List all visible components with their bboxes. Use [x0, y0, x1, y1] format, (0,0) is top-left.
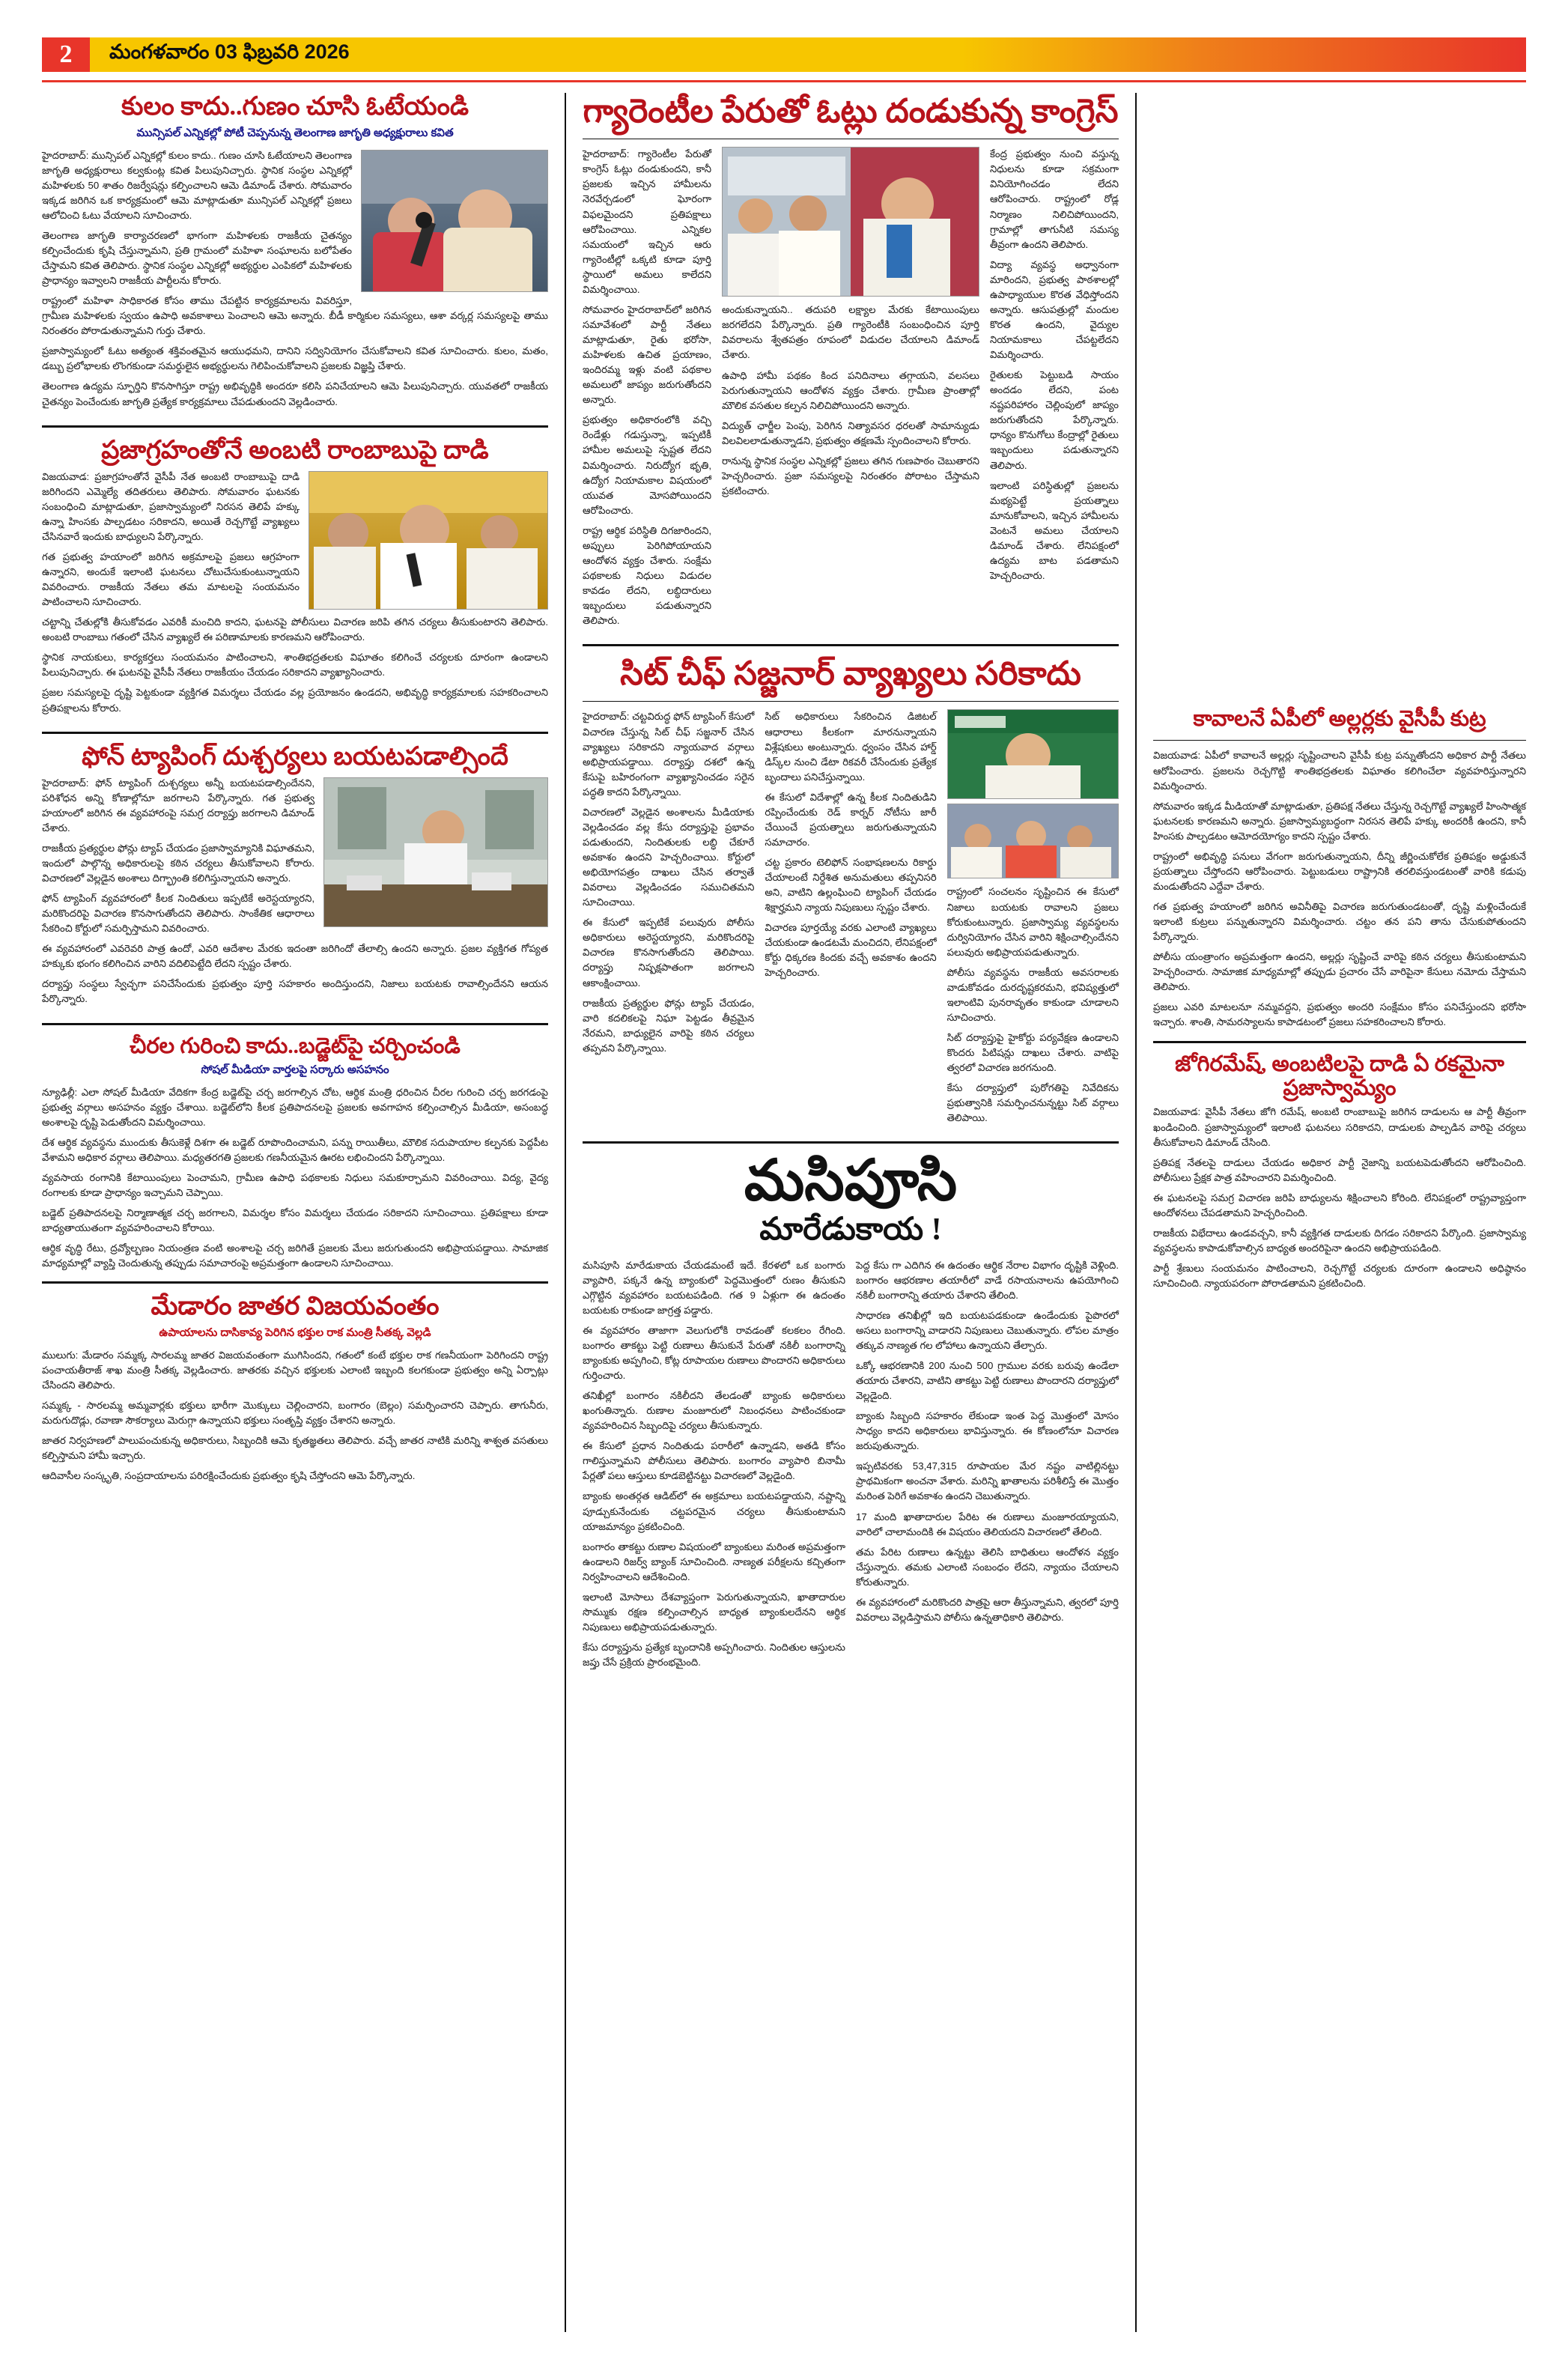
- paragraph: ఈ కేసులో విదేశాల్లో ఉన్న కీలక నిందితుడిని రప్పించేందుకు రెడ్ కార్నర్ నోటీసు జారీ చేయించే ప్రయత్నాలు జరుగుతున్నాయని సమాచారం.: [765, 791, 937, 848]
- article-sit-chief: [583, 655, 1119, 1131]
- article-body: [765, 709, 936, 1131]
- paragraph: పోలీసు యంత్రాంగం అప్రమత్తంగా ఉందని, అల్లర్లు సృష్టించే వారిపై కఠిన చర్యలు తీసుకుంటామని హెచ్చరించారు. సామాజిక మాధ్యమాల్లో తప్పుడు ప్రచారం చేసే వారిపైనా కేసులు నమోదు చేస్తామని తెలిపారు.: [1153, 951, 1526, 993]
- column-middle: [566, 93, 1137, 2332]
- paragraph: రాజకీయ ప్రత్యర్థుల ఫోన్లు ట్యాప్ చేయడం, వారి కదలికలపై నిఘా పెట్టడం తీవ్రమైన నేరమని, బాధ్యులైన వారిపై కఠిన చర్యలు తప్పవని పేర్కొన్నాయి.: [583, 997, 755, 1054]
- paragraph: హైదరాబాద్: మున్సిపల్ ఎన్నికల్లో కులం కాదు.. గుణం చూసి ఓటేయాలని తెలంగాణ జాగృతి అధ్యక్షురాలు కల్వకుంట్ల కవిత పిలుపునిచ్చారు. స్థానిక సంస్థల ఎన్నికల్లో మహిళలకు 50 శాతం రిజర్వేషన్లు కల్పించాలని ఆమె డిమాండ్ చేశారు. సోమవారం ఇక్కడ జరిగిన ఒక కార్యక్రమంలో ఆమె మాట్లాడుతూ మున్సిపల్ ఎన్నికల్లో ప్రజలు ఆలోచించి ఓటు వేయాలని సూచించారు.: [42, 149, 352, 221]
- paragraph: దర్యాప్తు సంస్థలు స్వేచ్ఛగా పనిచేసేందుకు ప్రభుత్వం పూర్తి సహకారం అందిస్తుందని, నిజాలు బయటకు రావాల్సిందేనని ఆయన పేర్కొన్నారు.: [42, 978, 548, 1005]
- column-right: [1137, 93, 1526, 2332]
- paragraph: రాష్ట్ర ఆర్థిక పరిస్థితి దిగజారిందని, అప్పులు పెరిగిపోయాయని ఆందోళన వ్యక్తం చేశారు. సంక్షేమ పథకాలకు నిధులు విడుదల కావడం లేదని, లబ్ధిదారులు ఇబ్బందులు పడుతున్నారని తెలిపారు.: [583, 524, 711, 627]
- paragraph: గత ప్రభుత్వ హయాంలో జరిగిన అవినీతిపై విచారణ జరుగుతుండటంతో, దృష్టి మళ్లించేందుకే ఇలాంటి కుట్రలు పన్నుతున్నారని విమర్శించారు. చట్టం తన పని తాను చేసుకుపోతుందని పేర్కొన్నారు.: [1153, 901, 1526, 943]
- right-column-spacer: [1153, 93, 1526, 707]
- article-body: [1153, 1105, 1526, 1291]
- paragraph: ఈ ఘటనలపై సమగ్ర విచారణ జరిపి బాధ్యులను శిక్షించాలని కోరింది. లేనిపక్షంలో రాష్ట్రవ్యాప్తంగా ఆందోళనలు చేపడతామని హెచ్చరించింది.: [1153, 1191, 1526, 1218]
- paragraph: జాతర నిర్వహణలో పాలుపంచుకున్న అధికారులు, సిబ్బందికి ఆమె కృతజ్ఞతలు తెలిపారు. వచ్చే జాతర నాటికి మరిన్ని శాశ్వత వసతులు కల్పిస్తామని హామీ ఇచ్చారు.: [42, 1435, 548, 1462]
- paragraph: హైదరాబాద్: చట్టవిరుద్ధ ఫోన్ ట్యాపింగ్ కేసులో విచారణ చేస్తున్న సిట్ చీఫ్ సజ్జనార్ చేసిన వ్యాఖ్యలు సరికాదని న్యాయవాద వర్గాలు అభిప్రాయపడ్డాయి. దర్యాప్తు దశలో ఉన్న కేసుపై బహిరంగంగా వ్యాఖ్యానించడం సరైన పద్ధతి కాదని పేర్కొన్నాయి.: [583, 711, 755, 798]
- article-photo: [947, 709, 1119, 799]
- divider: [583, 701, 1119, 702]
- article-kavalane: [1153, 707, 1526, 1030]
- paragraph: ఆదివాసీల సంస్కృతి, సంప్రదాయాలను పరిరక్షించేందుకు ప్రభుత్వం కృషి చేస్తోందని ఆమె పేర్కొన్నారు.: [42, 1470, 416, 1482]
- paragraph: ప్రజాస్వామ్యంలో ఓటు అత్యంత శక్తివంతమైన ఆయుధమని, దానిని సద్వినియోగం చేసుకోవాలని కవిత సూచించారు. కులం, మతం, డబ్బు ప్రలోభాలకు లొంగకుండా సమర్థులైన అభ్యర్థులను గెలిపించుకోవాలని ప్రజలకు విజ్ఞప్తి చేశారు.: [42, 345, 548, 372]
- article-headline: సిట్ చీఫ్ సజ్జనార్ వ్యాఖ్యలు సరికాదు: [620, 655, 1081, 693]
- paragraph: ఇలాంటి మోసాలు దేశవ్యాప్తంగా పెరుగుతున్నాయని, ఖాతాదారుల సొమ్ముకు రక్షణ కల్పించాల్సిన బాధ్యత బ్యాంకులదేనని ఆర్థిక నిపుణులు అభిప్రాయపడుతున్నారు.: [583, 1591, 845, 1633]
- paragraph: సిట్ అధికారులు సేకరించిన డిజిటల్ ఆధారాలు కీలకంగా మారనున్నాయని విశ్లేషకులు అంటున్నారు. ధ్వంసం చేసిన హార్డ్ డిస్క్‌ల నుంచి డేటా రికవరీ చేసేందుకు ప్రత్యేక బృందాలు పనిచేస్తున్నాయి.: [765, 711, 937, 783]
- paragraph: కేంద్ర ప్రభుత్వం నుంచి వస్తున్న నిధులను కూడా సక్రమంగా వినియోగించడం లేదని ఆరోపించారు. రాష్ట్రంలో రోడ్ల నిర్మాణం నిలిచిపోయిందని, గ్రామాల్లో తాగునీటి సమస్య తీవ్రంగా ఉందని తెలిపారు.: [990, 148, 1119, 250]
- article-body: [990, 147, 1119, 634]
- article-guarantee: [583, 93, 1119, 634]
- article-cheeralu: [42, 1034, 548, 1272]
- publication-date: మంగళవారం 03 ఫిబ్రవరి 2026: [109, 40, 350, 63]
- paragraph: విద్యా వ్యవస్థ అధ్వానంగా మారిందని, ప్రభుత్వ పాఠశాలల్లో ఉపాధ్యాయుల కొరత వేధిస్తోందని అన్నారు. ఆసుపత్రుల్లో మందుల కొరత ఉందని, వైద్యుల నియామకాలు చేపట్టలేదని విమర్శించారు.: [990, 258, 1119, 361]
- article-headline: ఫోన్ ట్యాపింగ్ దుశ్చర్యలు బయటపడాల్సిందే: [82, 742, 508, 771]
- paragraph: బడ్జెట్ ప్రతిపాదనలపై నిర్మాణాత్మక చర్చ జరగాలని, విమర్శల కోసం విమర్శలు చేయడం సరికాదని సూచించాయి. ప్రతిపక్షాలు కూడా బాధ్యతాయుతంగా వ్యవహరించాలని కోరాయి.: [42, 1206, 548, 1234]
- paragraph: సోమవారం హైదరాబాద్‌లో జరిగిన సమావేశంలో పార్టీ నేతలు మాట్లాడుతూ, రైతు భరోసా, మహిళలకు ఉచిత ప్రయాణం, ఇందిరమ్మ ఇళ్లు వంటి పథకాల అమలులో జాప్యం జరుగుతోందని అన్నారు.: [583, 303, 711, 406]
- paragraph: సిట్ దర్యాప్తుపై హైకోర్టు పర్యవేక్షణ ఉండాలని కొందరు పిటిషన్లు దాఖలు చేశారు. వాటిపై త్వరలో విచారణ జరగనుంది.: [946, 1032, 1119, 1074]
- paragraph: తనిఖీల్లో బంగారం నకిలీదని తేలడంతో బ్యాంకు అధికారులు ఖంగుతిన్నారు. రుణాల మంజూరులో నిబంధనలు పాటించకుండా వ్యవహరించిన సిబ్బందిపై చర్యలు తీసుకున్నారు.: [583, 1390, 845, 1432]
- article-subhead: మున్సిపల్ ఎన్నికల్లో పోటీ చెప్పనున్న తెలంగాణ జాగృతి అధ్యక్షురాలు కవిత: [136, 127, 454, 140]
- paragraph: రాష్ట్రంలో అభివృద్ధి పనులు వేగంగా జరుగుతున్నాయని, దీన్ని జీర్ణించుకోలేక ప్రతిపక్షం అడ్డుకునే ప్రయత్నాలు చేస్తోందని ఆరోపించారు. పెట్టుబడులు రాష్ట్రానికి తరలివస్తుండటంతో వారికి కడుపు మండుతోందని ఎద్దేవా చేశారు.: [1153, 850, 1526, 892]
- article-phone-tapping: [42, 743, 548, 1013]
- paragraph: రాష్ట్రంలో సంచలనం సృష్టించిన ఈ కేసులో నిజాలు బయటకు రావాలని ప్రజలు కోరుకుంటున్నారు. ప్రజాస్వామ్య వ్యవస్థలను దుర్వినియోగం చేసిన వారిని శిక్షించాల్సిందేనని పలువురు అభిప్రాయపడుతున్నారు.: [946, 886, 1119, 958]
- paragraph: ఆర్థిక వృద్ధి రేటు, ద్రవ్యోల్బణం నియంత్రణ వంటి అంశాలపై చర్చ జరిగితే ప్రజలకు మేలు జరుగుతుందని అభిప్రాయపడ్డాయి. సామాజిక మాధ్యమాల్లో వ్యాప్తి చెందుతున్న తప్పుడు సమాచారంపై అప్రమత్తంగా ఉండాలని సూచించాయి.: [42, 1242, 548, 1269]
- article-masipusi: [583, 1150, 1119, 1675]
- article-jogiramesh: [1153, 1052, 1526, 1292]
- paragraph: కేసు దర్యాప్తులో పురోగతిపై నివేదికను ప్రభుత్వానికి సమర్పించనున్నట్టు సిట్ వర్గాలు తెలిపాయి.: [946, 1082, 1119, 1124]
- article-body: [583, 709, 754, 1131]
- divider: [42, 1281, 548, 1284]
- divider: [583, 644, 1119, 646]
- masthead-rule: [42, 80, 1526, 82]
- article-headline: కులం కాదు..గుణం చూసి ఓటేయండి: [121, 93, 470, 121]
- paragraph: తెలంగాణ ఉద్యమ స్ఫూర్తిని కొనసాగిస్తూ రాష్ట్ర అభివృద్ధికి అందరూ కలిసి పనిచేయాలని ఆమె పిలుపునిచ్చారు. యువతలో రాజకీయ చైతన్యం పెంచేందుకు జాగృతి ప్రత్యేక కార్యక్రమాలు చేపడుతుందని వెల్లడించారు.: [42, 380, 548, 407]
- paragraph: రైతులకు పెట్టుబడి సాయం అందడం లేదని, పంట నష్టపరిహారం చెల్లింపులో జాప్యం జరుగుతోందని పేర్కొన్నారు. ధాన్యం కొనుగోలు కేంద్రాల్లో రైతులు ఇబ్బందులు పడుతున్నారని తెలిపారు.: [990, 369, 1119, 471]
- article-body: [42, 1085, 548, 1272]
- paragraph: హైదరాబాద్: గ్యారెంటీల పేరుతో కాంగ్రెస్ ఓట్లు దండుకుందని, కానీ ప్రజలకు ఇచ్చిన హామీలను నెరవేర్చడంలో ఘోరంగా విఫలమైందని ప్రతిపక్షాలు ఆరోపించాయి. ఎన్నికల సమయంలో ఇచ్చిన ఆరు గ్యారెంటీల్లో ఒక్కటి కూడా పూర్తి స్థాయిలో అమలు కాలేదని విమర్శించాయి.: [583, 148, 711, 295]
- article-photo: [722, 147, 979, 297]
- paragraph: ఈ వ్యవహారంలో ఎవరెవరి పాత్ర ఉందో, ఎవరి ఆదేశాల మేరకు ఇదంతా జరిగిందో తేలాల్సి ఉందని అన్నారు. ప్రజల వ్యక్తిగత గోప్యత హక్కుకు భంగం కలిగించిన వారిని వదిలిపెట్టేది లేదని స్పష్టం చేశారు.: [42, 943, 548, 970]
- article-headline-line2: మారేడుకాయ !: [759, 1212, 942, 1248]
- paragraph: విజయవాడ: వైసీపీ నేతలు జోగి రమేష్, అంబటి రాంబాబుపై జరిగిన దాడులను ఆ పార్టీ తీవ్రంగా ఖండించింది. ప్రజాస్వామ్యంలో ఇలాంటి ఘటనలు సరికాదని, దాడులకు పాల్పడిన వారిపై చర్యలు తీసుకోవాలని డిమాండ్ చేసింది.: [1153, 1106, 1526, 1148]
- paragraph: సమ్మక్క - సారలమ్మ అమ్మవార్లకు భక్తులు భారీగా మొక్కులు చెల్లించారని, బంగారం (బెల్లం) సమర్పించారని చెప్పారు. తాగునీరు, మరుగుదొడ్లు, రవాణా సౌకర్యాలు మెరుగ్గా ఉన్నాయని భక్తులు సంతృప్తి వ్యక్తం చేశారని అన్నారు.: [42, 1399, 548, 1427]
- paragraph: ప్రజలు ఎవరి మాటలనూ నమ్మవద్దని, ప్రభుత్వం అందరి సంక్షేమం కోసం పనిచేస్తుందని భరోసా ఇచ్చారు. శాంతి, సామరస్యాలను కాపాడటంలో ప్రజలు సహకరించాలని కోరారు.: [1153, 1001, 1526, 1028]
- paragraph: స్థానిక నాయకులు, కార్యకర్తలు సంయమనం పాటించాలని, శాంతిభద్రతలకు విఘాతం కలిగించే చర్యలకు దూరంగా ఉండాలని పిలుపునిచ్చారు. ఈ ఘటనపై వైసీపీ నేతలు రాజకీయం చేయడం సరికాదని వ్యాఖ్యానించారు.: [42, 652, 548, 678]
- paragraph: ప్రభుత్వం అధికారంలోకి వచ్చి రెండేళ్లు గడుస్తున్నా, ఇప్పటికీ హామీల అమలుపై స్పష్టత లేదని విమర్శించారు. నిరుద్యోగ భృతి, ఉద్యోగ నియామకాల విషయంలో యువత మోసపోయిందని ఆరోపించారు.: [583, 414, 711, 516]
- article-photo: [309, 471, 548, 610]
- article-body: [583, 1258, 845, 1676]
- paragraph: హైదరాబాద్: ఫోన్ ట్యాపింగ్ దుశ్చర్యలు అన్నీ బయటపడాల్సిందేనని, పరిశోధన అన్ని కోణాల్లోనూ జరగాలని పేర్కొన్నారు. గత ప్రభుత్వ హయాంలో జరిగిన ఈ వ్యవహారంపై సమగ్ర దర్యాప్తు జరగాలని డిమాండ్ చేశారు.: [42, 777, 314, 834]
- article-photo: [947, 804, 1119, 878]
- paragraph: దేశ ఆర్థిక వ్యవస్థను ముందుకు తీసుకెళ్లే దిశగా ఈ బడ్జెట్ రూపొందించామని, పన్ను రాయితీలు, మౌలిక సదుపాయాల కల్పనకు పెద్దపీట వేశామని అధికార వర్గాలు తెలిపాయి. మధ్యతరగతి ప్రజలకు గణనీయమైన ఊరట లభించిందని పేర్కొన్నాయి.: [42, 1136, 548, 1163]
- article-body: [1153, 748, 1526, 1030]
- paragraph: ఇప్పటివరకు 53,47,315 రూపాయల మేర నష్టం వాటిల్లినట్టు ప్రాథమికంగా అంచనా వేశారు. మరిన్ని ఖాతాలను పరిశీలిస్తే ఈ మొత్తం మరింత పెరిగే అవకాశం ఉందని చెబుతున్నారు.: [856, 1460, 1119, 1502]
- article-kulam-kadu: [42, 93, 548, 415]
- paragraph: ప్రజల సమస్యలపై దృష్టి పెట్టకుండా వ్యక్తిగత విమర్శలు చేయడం వల్ల ప్రయోజనం ఉండదని, అభివృద్ధి కార్యక్రమాలకు సహకరించాలని ప్రతిపక్షాలను కోరారు.: [42, 687, 548, 714]
- paragraph: ఇలాంటి పరిస్థితుల్లో ప్రజలను మభ్యపెట్టే ప్రయత్నాలు మానుకోవాలని, ఇచ్చిన హామీలను వెంటనే అమలు చేయాలని డిమాండ్ చేశారు. లేనిపక్షంలో ఉద్యమ బాట పడతామని హెచ్చరించారు.: [990, 479, 1119, 581]
- paragraph: పోలీసు వ్యవస్థను రాజకీయ అవసరాలకు వాడుకోవడం దురదృష్టకరమని, భవిష్యత్తులో ఇలాంటివి పునరావృతం కాకుండా చూడాలని సూచించారు.: [946, 966, 1119, 1023]
- article-body: [856, 1258, 1119, 1676]
- paragraph: పార్టీ శ్రేణులు సంయమనం పాటించాలని, రెచ్చగొట్టే చర్యలకు దూరంగా ఉండాలని అధిష్ఠానం సూచించింది. న్యాయపరంగా పోరాడతామని ప్రకటించింది.: [1153, 1263, 1526, 1290]
- article-headline: కావాలనే ఏపీలో అల్లర్లకు వైసీపీ కుట్ర: [1193, 707, 1486, 731]
- paragraph: రానున్న స్థానిక సంస్థల ఎన్నికల్లో ప్రజలు తగిన గుణపాఠం చెబుతారని హెచ్చరించారు. ప్రజా సమస్యలపై నిరంతరం పోరాటం చేస్తామని ప్రకటించారు.: [722, 455, 979, 497]
- paragraph: బ్యాంకు అంతర్గత ఆడిట్‌లో ఈ అక్రమాలు బయటపడ్డాయని, నష్టాన్ని పూడ్చుకునేందుకు చట్టపరమైన చర్యలు తీసుకుంటామని యాజమాన్యం ప్రకటించింది.: [583, 1490, 845, 1532]
- article-photo: [361, 150, 548, 292]
- paragraph: ఈ వ్యవహారం తాజాగా వెలుగులోకి రావడంతో కలకలం రేగింది. బంగారం తాకట్టు పెట్టి రుణాలు తీసుకునే పేరుతో నకిలీ బంగారాన్ని బ్యాంకుకు అప్పగించి, కోట్ల రూపాయల రుణాలు పొందారని అధికారులు గుర్తించారు.: [583, 1324, 845, 1382]
- paragraph: ములుగు: మేడారం సమ్మక్క సారలమ్మ జాతర విజయవంతంగా ముగిసిందని, గతంలో కంటే భక్తుల రాక గణనీయంగా పెరిగిందని రాష్ట్ర పంచాయతీరాజ్ శాఖ మంత్రి సీతక్క వెల్లడించారు. జాతరకు వచ్చిన భక్తులకు ఎలాంటి ఇబ్బంది కలగకుండా ప్రభుత్వం అన్ని ఏర్పాట్లు చేసిందని తెలిపారు.: [42, 1349, 548, 1391]
- paragraph: 17 మంది ఖాతాదారుల పేరిట ఈ రుణాలు మంజూరయ్యాయని, వారిలో చాలామందికి ఈ విషయం తెలియదని విచారణలో తేలింది.: [856, 1511, 1119, 1537]
- paragraph: చట్టాన్ని చేతుల్లోకి తీసుకోవడం ఎవరికీ మంచిది కాదని, ఘటనపై పోలీసులు విచారణ జరిపి తగిన చర్యలు తీసుకుంటారని తెలిపారు. అంబటి రాంబాబు గతంలో చేసిన వ్యాఖ్యలే ఈ పరిణామాలకు కారణమని ఆరోపించారు.: [42, 616, 548, 643]
- paragraph: ఈ వ్యవహారంలో మరికొందరి పాత్రపై ఆరా తీస్తున్నామని, త్వరలో పూర్తి వివరాలు వెల్లడిస్తామని పోలీసు ఉన్నతాధికారి తెలిపారు.: [856, 1596, 1119, 1623]
- paragraph: సాధారణ తనిఖీల్లో ఇది బయటపడకుండా ఉండేందుకు పైపొరలో అసలు బంగారాన్ని వాడారని నిపుణులు చెబుతున్నారు. లోపల మాత్రం తక్కువ నాణ్యత గల లోహాలు ఉన్నాయని తేల్చారు.: [856, 1309, 1119, 1351]
- paragraph: ఫోన్ ట్యాపింగ్ వ్యవహారంలో కీలక నిందితులు ఇప్పటికే అరెస్టయ్యారని, మరికొందరిపై విచారణ కొనసాగుతోందని తెలిపారు. సాంకేతిక ఆధారాలు సేకరించి కోర్టులో సమర్పిస్తామని వివరించారు.: [42, 893, 314, 935]
- column-left: [42, 93, 566, 2332]
- article-body: [42, 1348, 548, 1484]
- paragraph: విచారణలో వెల్లడైన అంశాలను మీడియాకు వెల్లడించడం వల్ల కేసు దర్యాప్తుపై ప్రభావం పడుతుందని, నిందితులకు లబ్ధి చేకూరే అవకాశం ఉందని హెచ్చరించాయి. కోర్టులో అభియోగపత్రం దాఖలు చేసిన తర్వాతే వివరాలు వెల్లడించడం సముచితమని సూచించాయి.: [583, 806, 755, 908]
- article-prajagraham: [42, 437, 548, 721]
- divider: [42, 425, 548, 428]
- paragraph: విచారణ పూర్తయ్యే వరకు ఎలాంటి వ్యాఖ్యలు చేయకుండా ఉండటమే మంచిదని, లేనిపక్షంలో కోర్టు ధిక్కరణ కిందకు వచ్చే అవకాశం ఉందని హెచ్చరించారు.: [765, 922, 937, 979]
- article-headline: చీరల గురించి కాదు..బడ్జెట్‌పై చర్చించండి: [130, 1033, 461, 1058]
- paragraph: ఈ కేసులో ప్రధాన నిందితుడు పరారీలో ఉన్నాడని, అతడి కోసం గాలిస్తున్నామని పోలీసులు తెలిపారు. బంగారం వ్యాపారి బినామీ పేర్లతో పలు ఆస్తులు కూడబెట్టినట్టు విచారణలో వెల్లడైంది.: [583, 1440, 845, 1482]
- paragraph: వ్యవసాయ రంగానికి కేటాయింపులు పెంచామని, గ్రామీణ ఉపాధి పథకాలకు నిధులు సమకూర్చామని వివరించాయి. విద్య, వైద్య రంగాలకు కూడా ప్రాధాన్యం ఇచ్చామని చెప్పాయి.: [42, 1171, 548, 1198]
- page-content: [42, 93, 1526, 2332]
- article-headline: మేడారం జాతర విజయవంతం: [151, 1293, 440, 1321]
- paragraph: పెద్ద కేసు గా ఎదిగిన ఈ ఉదంతం ఆర్థిక నేరాల విభాగం దృష్టికి వెళ్లింది. బంగారం ఆభరణాల తయారీలో వాడే రసాయనాలను ఉపయోగించి నకిలీ బంగారాన్ని తయారు చేశారని తేలింది.: [856, 1259, 1119, 1301]
- article-subhead: ఉపాయాలను దాసికావ్య పెరిగిన భక్తుల రాక మంత్రి సీతక్క వెల్లడి: [159, 1326, 431, 1340]
- masthead: [42, 28, 1526, 84]
- paragraph: కేసు దర్యాప్తును ప్రత్యేక బృందానికి అప్పగించారు. నిందితుల ఆస్తులను జప్తు చేసే ప్రక్రియ ప్రారంభమైంది.: [583, 1642, 845, 1669]
- paragraph: ఉపాధి హామీ పథకం కింద పనిదినాలు తగ్గాయని, వలసలు పెరుగుతున్నాయని ఆందోళన వ్యక్తం చేశారు. గ్రామీణ ప్రాంతాల్లో మౌలిక వసతుల కల్పన నిలిచిపోయిందని అన్నారు.: [722, 369, 979, 411]
- paragraph: విద్యుత్ ఛార్జీల పెంపు, పెరిగిన నిత్యావసర ధరలతో సామాన్యుడు విలవిలలాడుతున్నాడని, ప్రభుత్వం తక్షణమే స్పందించాలని కోరారు.: [722, 419, 979, 446]
- paragraph: మసిపూసి మారేడుకాయ చేయడమంటే ఇదే. కేరళలో ఒక బంగారు వ్యాపారి, పక్కనే ఉన్న బ్యాంకులో పెద్దమొత్తంలో రుణం తీసుకుని ఎగ్గొట్టిన వ్యవహారం బయటపడింది. గత 9 ఏళ్లుగా ఈ ఉదంతం బయటకు రాకుండా జాగ్రత్త పడ్డారు.: [583, 1259, 845, 1316]
- paragraph: ఒక్కో ఆభరణానికి 200 నుంచి 500 గ్రాముల వరకు బరువు ఉండేలా తయారు చేశారని, వాటిని తాకట్టు పెట్టి రుణాలు పొందారని దర్యాప్తులో వెల్లడైంది.: [856, 1359, 1119, 1402]
- article-headline: జోగిరమేష్, అంబటిలపై దాడి ఏ రకమైనా ప్రజాస్వామ్యం: [1175, 1051, 1504, 1100]
- article-body: [583, 147, 711, 634]
- paragraph: అందుకున్నాయని.. తదుపరి లక్ష్యాల మేరకు కేటాయింపులు జరగలేదని పేర్కొన్నారు. ప్రతి గ్యారెంటీకి సంబంధించిన పూర్తి వివరాలను శ్వేతపత్రం రూపంలో విడుదల చేయాలని డిమాండ్ చేశారు.: [722, 304, 979, 361]
- paragraph: సోమవారం ఇక్కడ మీడియాతో మాట్లాడుతూ, ప్రతిపక్ష నేతలు చేస్తున్న రెచ్చగొట్టే వ్యాఖ్యలే హింసాత్మక ఘటనలకు కారణమని అన్నారు. ప్రజాస్వామ్యబద్ధంగా నిరసన తెలిపే హక్కు అందరికీ ఉందని, కానీ హింసకు పాల్పడటం ఆమోదయోగ్యం కాదని స్పష్టం చేశారు.: [1153, 800, 1526, 842]
- divider: [583, 1141, 1119, 1144]
- page-number: 2: [42, 37, 90, 72]
- article-medaram: [42, 1293, 548, 1484]
- article-body: [722, 303, 979, 499]
- paragraph: ఈ కేసులో ఇప్పటికే పలువురు పోలీసు అధికారులు అరెస్టయ్యారని, మరికొందరిపై విచారణ కొనసాగుతోందని తెలిపాయి. దర్యాప్తు నిష్పక్షపాతంగా జరగాలని ఆకాంక్షించాయి.: [583, 917, 755, 989]
- paragraph: తెలంగాణ జాగృతి కార్యాచరణలో భాగంగా మహిళలకు రాజకీయ చైతన్యం కల్పించేందుకు కృషి చేస్తున్నామని, ప్రతి గ్రామంలో మహిళా సంఘాలను బలోపేతం చేస్తామని కవిత తెలిపారు. స్థానిక సంస్థల ఎన్నికల్లో అభ్యర్థుల ఎంపికలో మహిళలకు ప్రాధాన్యం ఇవ్వాలని రాజకీయ పార్టీలను కోరారు.: [42, 229, 352, 287]
- divider: [42, 732, 548, 734]
- paragraph: గత ప్రభుత్వ హయాంలో జరిగిన అక్రమాలపై ప్రజలు ఆగ్రహంగా ఉన్నారని, అందుకే ఇలాంటి ఘటనలు చోటుచేసుకుంటున్నాయని వివరించారు. రాజకీయ నేతలు తమ మాటలపై సంయమనం పాటించాలని సూచించారు.: [42, 550, 300, 608]
- article-body: [947, 884, 1119, 1126]
- article-headline: ప్రజాగ్రహంతోనే అంబటి రాంబాబుపై దాడి: [101, 436, 489, 464]
- article-headline: గ్యారెంటీల పేరుతో ఓట్లు దండుకున్న కాంగ్రెస్: [583, 93, 1119, 130]
- paragraph: న్యూఢిల్లీ: ఎలా సోషల్ మీడియా వేదికగా కేంద్ర బడ్జెట్‌పై చర్చ జరగాల్సిన చోట, ఆర్థిక మంత్రి ధరించిన చీరల గురించి చర్చ జరగడంపై ప్రభుత్వ వర్గాలు అసహనం వ్యక్తం చేశాయి. బడ్జెట్‌లోని కీలక ప్రతిపాదనలపై ప్రజలకు అవగాహన కల్పించాల్సిన మీడియా, అసంబద్ధ అంశాలపై దృష్టి పెడుతోందని విమర్శించాయి.: [42, 1086, 548, 1128]
- article-photo: [323, 777, 548, 927]
- paragraph: బంగారం తాకట్టు రుణాల విషయంలో బ్యాంకులు మరింత అప్రమత్తంగా ఉండాలని రిజర్వ్ బ్యాంక్ సూచించింది. నాణ్యత పరీక్షలను కచ్చితంగా నిర్వహించాలని ఆదేశించింది.: [583, 1540, 845, 1582]
- paragraph: బ్యాంకు సిబ్బంది సహకారం లేకుండా ఇంత పెద్ద మొత్తంలో మోసం సాధ్యం కాదని అధికారులు భావిస్తున్నారు. ఈ కోణంలోనూ విచారణ జరుపుతున్నారు.: [856, 1410, 1119, 1452]
- paragraph: విజయవాడ: ప్రజాగ్రహంతోనే వైసీపీ నేత అంబటి రాంబాబుపై దాడి జరిగిందని ఎమ్మెల్యే తదితరులు తెలిపారు. సోమవారం ఘటనకు సంబంధించి మాట్లాడుతూ, ప్రజాస్వామ్యంలో నిరసన తెలిపే హక్కు ఉన్నా హింసకు పాల్పడటం సరికాదని, అయితే రెచ్చగొట్టే వ్యాఖ్యలు చేసినవారే ఇందుకు బాధ్యులని పేర్కొన్నారు.: [42, 470, 300, 542]
- paragraph: రాజకీయ ప్రత్యర్థుల ఫోన్లు ట్యాప్ చేయడం ప్రజాస్వామ్యానికి విఘాతమని, ఇందులో పాల్గొన్న అధికారులపై కఠిన చర్యలు తీసుకోవాలని కోరారు. విచారణలో వెల్లడైన అంశాలు దిగ్భ్రాంతి కలిగిస్తున్నాయని అన్నారు.: [42, 842, 314, 884]
- paragraph: రాష్ట్రంలో మహిళా సాధికారత కోసం తాము చేపట్టిన కార్యక్రమాలను వివరిస్తూ, గ్రామీణ మహిళలకు స్వయం ఉపాధి అవకాశాలు పెంచాలని ఆమె అన్నారు. బీడీ కార్మికుల సమస్యలు, ఆశా వర్కర్ల సమస్యలపై తాము నిరంతరం పోరాడుతున్నామని గుర్తు చేశారు.: [42, 295, 548, 337]
- paragraph: విజయవాడ: ఏపీలో కావాలనే అల్లర్లు సృష్టించాలని వైసీపీ కుట్ర పన్నుతోందని అధికార పార్టీ నేతలు ఆరోపించారు. ప్రజలను రెచ్చగొట్టి శాంతిభద్రతలకు విఘాతం కలిగించేలా వ్యవహరిస్తున్నారని విమర్శించారు.: [1153, 750, 1526, 792]
- divider: [1153, 1041, 1526, 1043]
- divider: [1153, 740, 1526, 741]
- paragraph: చట్ట ప్రకారం టెలిఫోన్ సంభాషణలను రికార్డు చేయాలంటే నిర్దేశిత అనుమతులు తప్పనిసరి అని, వాటిని ఉల్లంఘించి ట్యాపింగ్ చేయడం శిక్షార్హమని న్యాయ నిపుణులు స్పష్టం చేశారు.: [765, 857, 937, 914]
- paragraph: తమ పేరిట రుణాలు ఉన్నట్టు తెలిసి బాధితులు ఆందోళన వ్యక్తం చేస్తున్నారు. తమకు ఎలాంటి సంబంధం లేదని, న్యాయం చేయాలని కోరుతున్నారు.: [856, 1546, 1119, 1588]
- article-headline-line1: మసిపూసి: [744, 1150, 958, 1213]
- paragraph: ప్రతిపక్ష నేతలపై దాడులు చేయడం అధికార పార్టీ నైజాన్ని బయటపెడుతోందని ఆరోపించింది. పోలీసులు ప్రేక్షక పాత్ర వహించారని విమర్శించింది.: [1153, 1156, 1526, 1183]
- article-subhead: సోషల్ మీడియా వార్తలపై సర్కారు అసహనం: [201, 1063, 389, 1077]
- paragraph: రాజకీయ విభేదాలు ఉండవచ్చని, కానీ వ్యక్తిగత దాడులకు దిగడం సరికాదని పేర్కొంది. ప్రజాస్వామ్య వ్యవస్థలను కాపాడుకోవాల్సిన బాధ్యత అందరిపైనా ఉందని అభిప్రాయపడింది.: [1153, 1227, 1526, 1254]
- divider: [42, 1023, 548, 1025]
